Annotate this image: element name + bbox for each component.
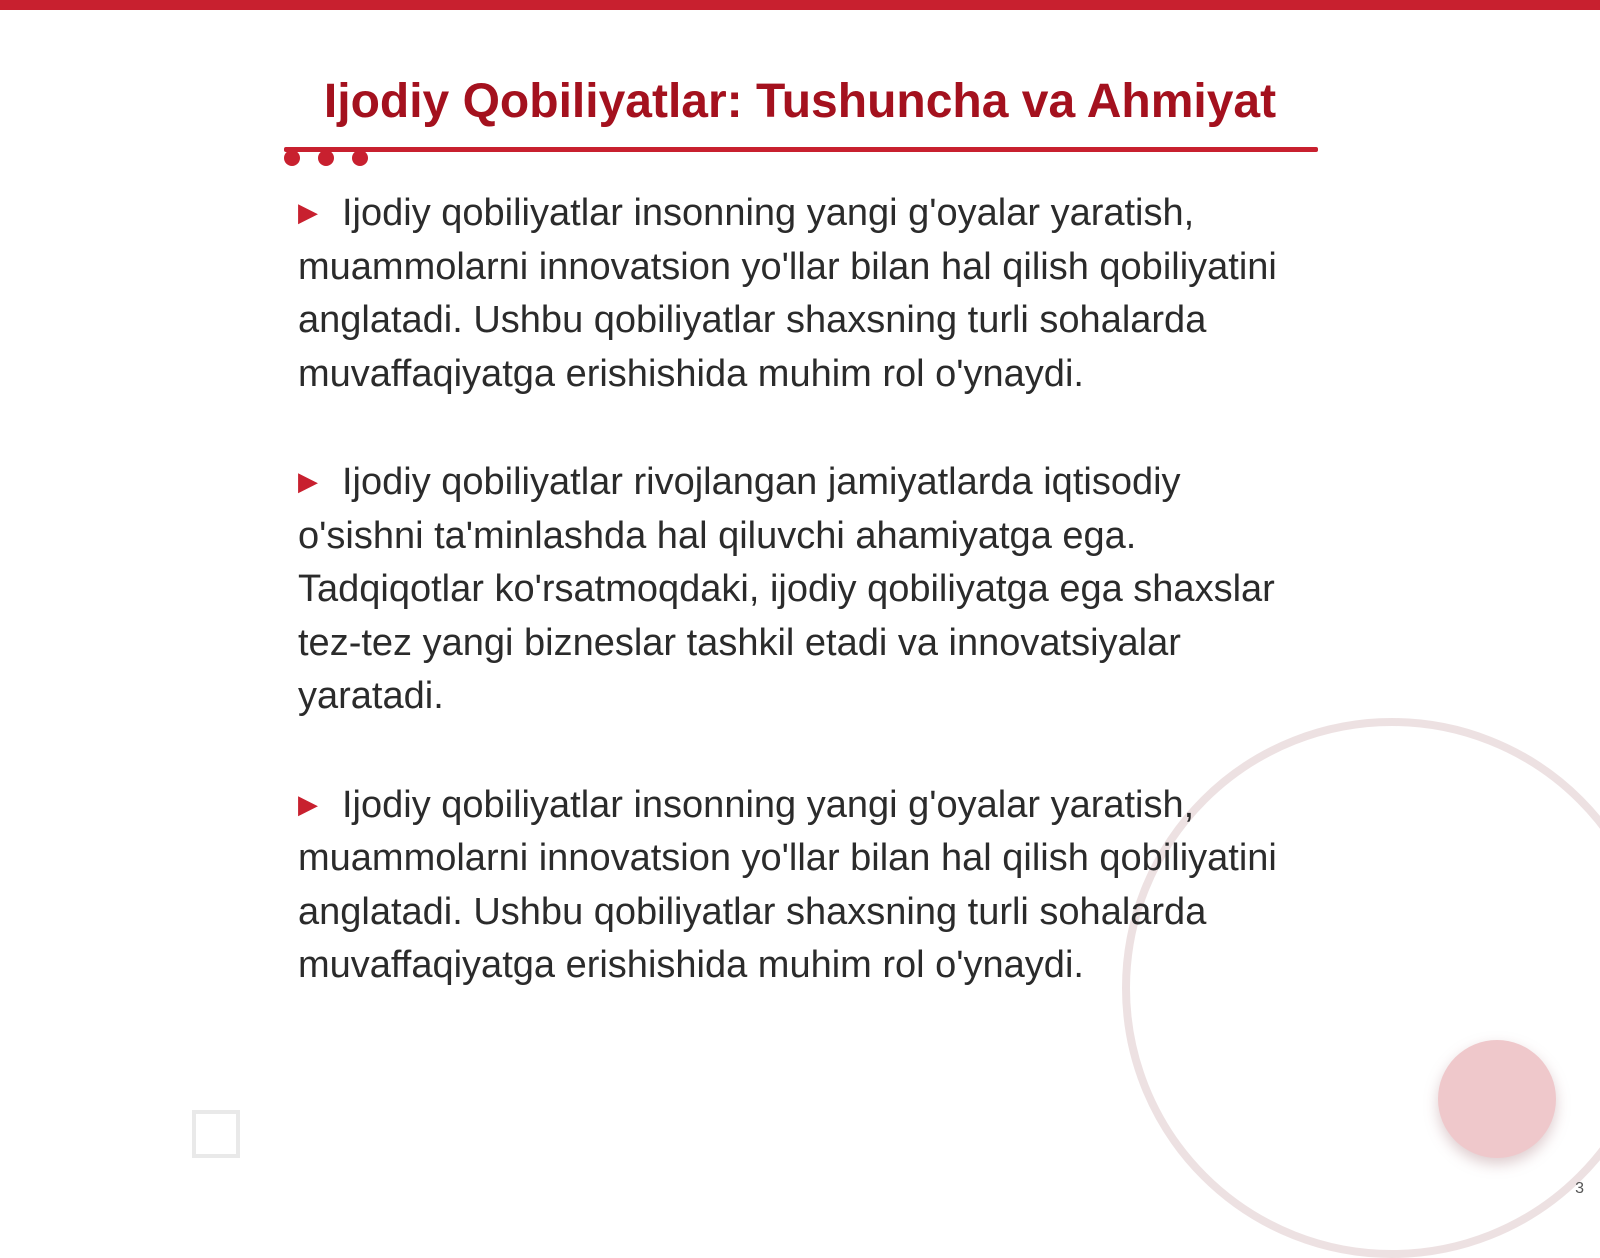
top-accent-bar xyxy=(0,0,1600,10)
bullet-item xyxy=(298,186,1308,401)
bullet-list xyxy=(298,186,1308,1047)
slide-title: Ijodiy Qobiliyatlar: Tushuncha va Ahmiyat xyxy=(323,75,1277,128)
bullet-text: Ijodiy qobiliyatlar insonning yangi g'oyalar yaratish, muammolarni innovatsion yo'llar bilan hal qilish qobiliyatini anglatadi. Ushbu qobiliyatlar shaxsning turli sohalarda muvaffaqiyatga erishishida muhim rol o'ynaydi. xyxy=(298,783,1277,986)
bullet-arrow-icon: ▶ xyxy=(298,466,318,496)
bullet-arrow-icon: ▶ xyxy=(298,197,318,227)
decor-dot xyxy=(284,150,300,166)
bullet-text: Ijodiy qobiliyatlar insonning yangi g'oyalar yaratish, muammolarni innovatsion yo'llar bilan hal qilish qobiliyatini anglatadi. Ushbu qobiliyatlar shaxsning turli sohalarda muvaffaqiyatga erishishida muhim rol o'ynaydi. xyxy=(298,192,1277,395)
decorative-circle xyxy=(1438,1040,1556,1158)
bullet-item xyxy=(298,778,1308,993)
decorative-square xyxy=(192,1110,240,1158)
bullet-arrow-icon: ▶ xyxy=(298,788,318,819)
page-number: 3 xyxy=(1575,1180,1584,1197)
decor-dot xyxy=(318,150,334,166)
title-underline xyxy=(284,147,1318,152)
bullet-text: Ijodiy qobiliyatlar rivojlangan jamiyatlarda iqtisodiy o'sishni ta'minlashda hal qiluvchi ahamiyatga ega. Tadqiqotlar ko'rsatmoqdaki, ijodiy qobiliyatga ega shaxslar tez-tez yangi bizneslar tashkil etadi va innovatsiyalar yaratadi. xyxy=(298,461,1275,717)
bullet-item xyxy=(298,455,1308,724)
decor-dot xyxy=(352,150,368,166)
